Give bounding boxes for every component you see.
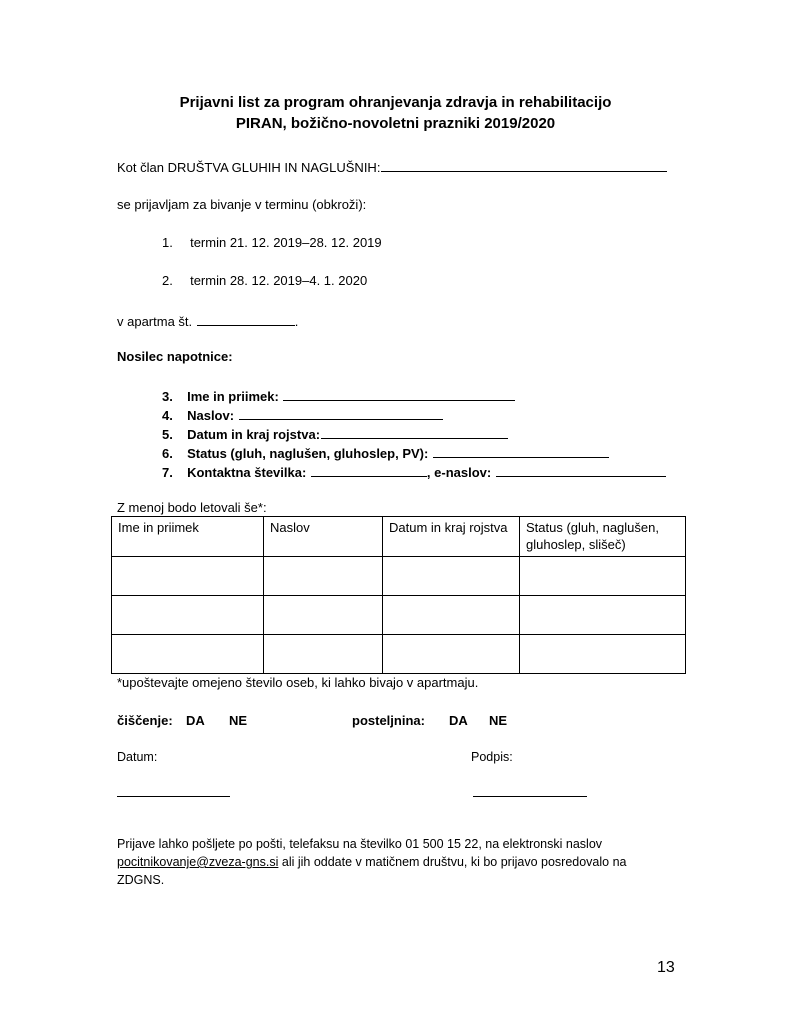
signature-line[interactable]	[473, 796, 587, 797]
term-option-1[interactable]	[162, 235, 382, 250]
holder-status-label: Status (gluh, naglušen, gluhoslep, PV):	[187, 446, 429, 461]
column-header: Status (gluh, naglušen, gluhoslep, slišeč)	[520, 517, 686, 557]
holder-contact-field[interactable]	[162, 463, 666, 480]
item-number: 6.	[162, 446, 173, 461]
member-society-field[interactable]	[117, 158, 667, 175]
holder-birth-label: Datum in kraj rojstva:	[187, 427, 321, 442]
signature-label: Podpis:	[471, 750, 513, 764]
item-number: 7.	[162, 465, 173, 480]
cleaning-label: čiščenje:	[117, 713, 173, 728]
holder-phone-blank[interactable]	[311, 463, 427, 477]
table-cell[interactable]	[383, 596, 520, 635]
holder-address-label: Naslov:	[187, 408, 235, 423]
table-cell[interactable]	[383, 635, 520, 674]
table-cell[interactable]	[520, 596, 686, 635]
term-number: 1.	[162, 235, 173, 250]
footer-line-2-text: ali jih oddate v matičnem društvu, ki bo prijavo posredovalo na	[278, 855, 627, 869]
table-cell[interactable]	[264, 596, 383, 635]
holder-heading: Nosilec napotnice:	[117, 349, 233, 364]
column-header: Naslov	[264, 517, 383, 557]
cleaning-no-option[interactable]: NE	[229, 713, 248, 728]
apartment-field[interactable]	[117, 312, 298, 329]
holder-email-label: , e-naslov:	[426, 465, 492, 480]
footer-line-2	[117, 855, 627, 869]
table-cell[interactable]	[112, 635, 264, 674]
term-text: termin 28. 12. 2019–4. 1. 2020	[190, 273, 368, 288]
item-number: 5.	[162, 427, 173, 442]
table-header-row	[112, 517, 686, 557]
cleaning-yes-option[interactable]: DA	[186, 713, 205, 728]
holder-name-blank[interactable]	[283, 387, 515, 401]
footer-line-1: Prijave lahko pošljete po pošti, telefaksu na številko 01 500 15 22, na elektronski naslov	[117, 837, 603, 851]
companions-heading: Z menoj bodo letovali še*:	[117, 500, 267, 515]
page-number: 13	[657, 959, 675, 976]
holder-birth-blank[interactable]	[321, 425, 508, 439]
holder-email-blank[interactable]	[496, 463, 666, 477]
member-society-blank[interactable]	[381, 158, 667, 172]
column-header: Ime in priimek	[112, 517, 264, 557]
term-option-2[interactable]	[162, 273, 367, 288]
table-row	[112, 557, 686, 596]
table-cell[interactable]	[383, 557, 520, 596]
member-society-label: Kot član DRUŠTVA GLUHIH IN NAGLUŠNIH:	[117, 160, 381, 175]
date-line[interactable]	[117, 796, 230, 797]
bedding-yes-option[interactable]: DA	[449, 713, 468, 728]
item-number: 4.	[162, 408, 173, 423]
holder-birth-field[interactable]	[162, 425, 508, 442]
table-cell[interactable]	[520, 557, 686, 596]
date-label: Datum:	[117, 750, 158, 764]
table-row	[112, 596, 686, 635]
apply-term-text: se prijavljam za bivanje v terminu (obkroži):	[117, 197, 367, 212]
form-title-line-1: Prijavni list za program ohranjevanja zdravja in rehabilitacijo	[179, 94, 612, 111]
holder-name-label: Ime in priimek:	[187, 389, 279, 404]
apartment-suffix: .	[294, 314, 299, 329]
companions-table	[111, 516, 686, 674]
item-number: 3.	[162, 389, 173, 404]
bedding-label: posteljnina:	[352, 713, 425, 728]
holder-phone-label: Kontaktna številka:	[187, 465, 307, 480]
companions-footnote: *upoštevajte omejeno število oseb, ki lahko bivajo v apartmaju.	[117, 675, 479, 690]
holder-name-field[interactable]	[162, 387, 515, 404]
table-cell[interactable]	[112, 596, 264, 635]
table-cell[interactable]	[264, 557, 383, 596]
footer-line-3: ZDGNS.	[117, 873, 165, 887]
holder-address-field[interactable]	[162, 406, 443, 423]
table-cell[interactable]	[112, 557, 264, 596]
holder-status-field[interactable]	[162, 444, 609, 461]
holder-status-blank[interactable]	[433, 444, 609, 458]
table-row	[112, 635, 686, 674]
bedding-no-option[interactable]: NE	[489, 713, 508, 728]
apartment-label: v apartma št.	[117, 314, 193, 329]
column-header: Datum in kraj rojstva	[383, 517, 520, 557]
table-cell[interactable]	[264, 635, 383, 674]
holder-address-blank[interactable]	[239, 406, 443, 420]
term-text: termin 21. 12. 2019–28. 12. 2019	[190, 235, 382, 250]
form-title-line-2: PIRAN, božično-novoletni prazniki 2019/2020	[235, 115, 556, 132]
apartment-number-blank[interactable]	[197, 312, 295, 326]
email-link[interactable]: pocitnikovanje@zveza-gns.si	[117, 855, 279, 869]
table-cell[interactable]	[520, 635, 686, 674]
term-number: 2.	[162, 273, 173, 288]
